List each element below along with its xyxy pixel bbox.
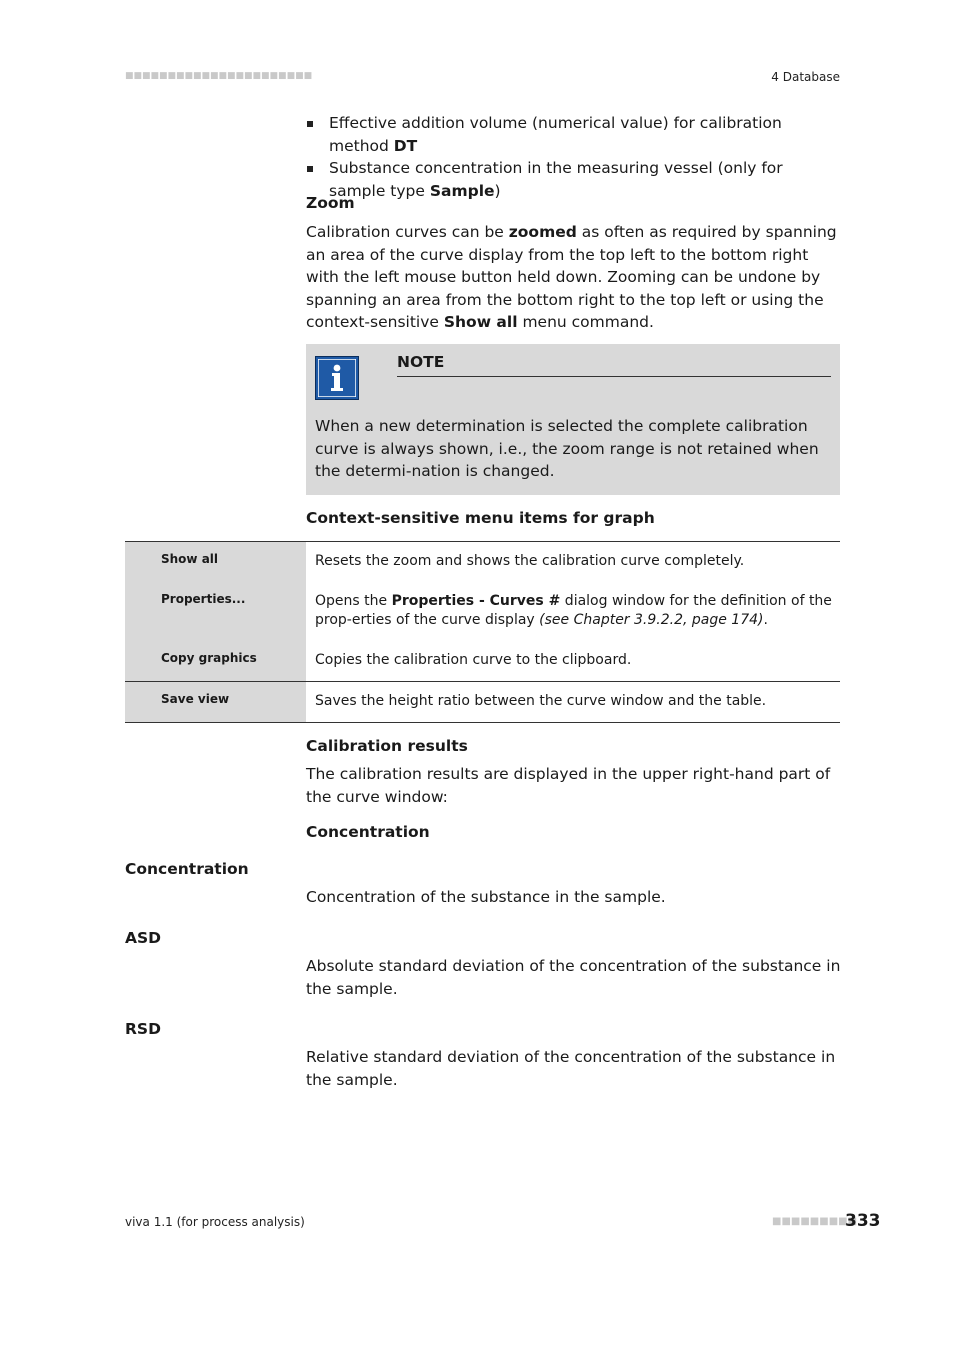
menu-item-name: Copy graphics (161, 651, 257, 665)
note-text: When a new determination is selected the complete calibration curve is always shown, i.e., the zoom range is not retained when the determi-nation is changed. (315, 417, 819, 480)
product-name: viva 1.1 (for process analysis) (125, 1215, 305, 1229)
bullet-list (306, 112, 840, 202)
table-row (125, 641, 840, 681)
menu-item-description: Copies the calibration curve to the clipboard. (315, 652, 632, 668)
term-rsd: RSD (125, 1020, 161, 1038)
footer-decoration: ■■■■■■■■■ (772, 1216, 858, 1227)
table-row (125, 682, 840, 722)
menu-item-description: Resets the zoom and shows the calibration curve completely. (315, 553, 745, 569)
bullet-icon (307, 121, 313, 127)
term-description: Absolute standard deviation of the concentration of the substance in the sample. (306, 957, 841, 998)
table-row (125, 582, 840, 641)
menu-item-description: Opens the Properties - Curves # dialog window for the definition of the prop-erties of the curve display (see Chapter 3.9.2.2, page 174). (315, 593, 832, 628)
calibration-results-heading: Calibration results (306, 737, 468, 755)
menu-item-name: Properties... (161, 592, 246, 606)
calibration-results-text: The calibration results are displayed in the upper right-hand part of the curve window: (306, 765, 831, 806)
note-box (306, 344, 840, 495)
page-number: 333 (845, 1211, 881, 1231)
info-icon (315, 356, 359, 400)
term-description: Concentration of the substance in the sample. (306, 888, 666, 906)
term-description: Relative standard deviation of the concentration of the substance in the sample. (306, 1048, 836, 1089)
list-item: Effective addition volume (numerical value) for calibration method DT (306, 112, 840, 157)
zoom-heading: Zoom (306, 194, 355, 212)
list-item: Substance concentration in the measuring vessel (only for sample type Sample) (306, 157, 840, 202)
term-asd: ASD (125, 929, 162, 947)
table-group (125, 681, 840, 723)
menu-item-name: Save view (161, 692, 230, 706)
concentration-subheading: Concentration (306, 823, 430, 841)
header-decoration: ■■■■■■■■■■■■■■■■■■■■■■ (125, 71, 313, 81)
zoom-paragraph: Calibration curves can be zoomed as often as required by spanning an area of the curve display from the top left to the bottom right with the left mouse button held down. Zooming can be undone by spanning an area from the bottom right to the top left or using the context-sensitive Show all menu command. (306, 223, 837, 331)
context-menu-table (125, 541, 840, 723)
table-row (125, 542, 840, 582)
note-divider (397, 376, 831, 377)
chapter-title: 4 Database (771, 70, 840, 84)
bullet-icon (307, 166, 313, 172)
context-menu-heading: Context-sensitive menu items for graph (306, 509, 655, 527)
table-group (125, 541, 840, 681)
note-title: NOTE (397, 353, 445, 371)
term-concentration: Concentration (125, 860, 249, 878)
menu-item-description: Saves the height ratio between the curve window and the table. (315, 693, 767, 709)
menu-item-name: Show all (161, 552, 219, 566)
